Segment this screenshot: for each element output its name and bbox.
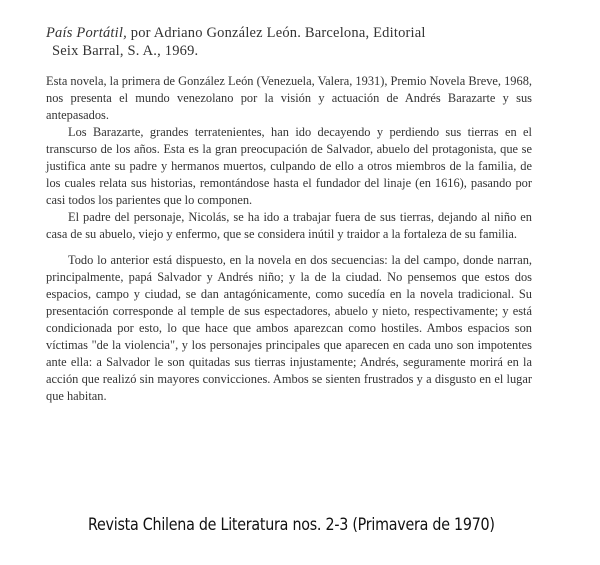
paragraph-3: El padre del personaje, Nicolás, se ha ido a trabajar fuera de sus tierras, dejando al niño en casa de su abuelo, viejo y enfermo, que se considera inútil y traidor a la fortaleza de su familia. (46, 210, 532, 241)
citation-line-1 (46, 24, 526, 42)
paragraph-4: Todo lo anterior está dispuesto, en la novela en dos secuencias: la del campo, donde narran, principalmente, papá Salvador y Andrés niño; y la de la ciudad. No pensemos que estos dos espacios, campo y ciudad, se dan antagónicamente, como sucedía en la novela tradicional. Su presentación corresponde al temple de sus espectadores, abuelo y nieto, respectivamente; y está condicionada por esto, lo que hace que ambos aparezcan como hostiles. Ambos espacios son víctimas "de la violencia", y los personajes principales que aparecen en cada uno son impotentes ante ella: a Salvador le son quitadas sus tierras injustamente; Andrés, seguramente morirá en la acción que realizó sin mayores convicciones. Ambos se sienten frustrados y a disgusto en el lugar que habitan. (46, 253, 532, 403)
citation-author-publisher: por Adriano González León. Barcelona, Editorial (126, 25, 426, 41)
book-title: País Portátil, (46, 25, 127, 41)
citation-line-2: Seix Barral, S. A., 1969. (52, 43, 199, 59)
paragraph-2: Los Barazarte, grandes terratenientes, han ido decayendo y perdiendo sus tierras en el transcurso de los años. Esta es la gran preocupación de Salvador, abuelo del protagonista, que se justifica ante su padre y hermanos muertos, culpando de ello a otros miembros de la familia, de los cuales relata sus historias, remontándose hasta el fundador del linaje (en 1616), pasando por casi todos los parientes que lo componen. (46, 125, 532, 207)
book-citation (46, 24, 526, 60)
paragraph-1: Esta novela, la primera de González León (Venezuela, Valera, 1931), Premio Novela Breve, 1968, nos presenta el mundo venezolano por la visión y actuación de Andrés Barazarte y sus antepasados. (46, 74, 532, 122)
review-body (46, 73, 532, 405)
paragraph-gap (46, 243, 532, 252)
journal-footer: Revista Chilena de Literatura nos. 2-3 (Primavera de 1970) (88, 515, 495, 535)
